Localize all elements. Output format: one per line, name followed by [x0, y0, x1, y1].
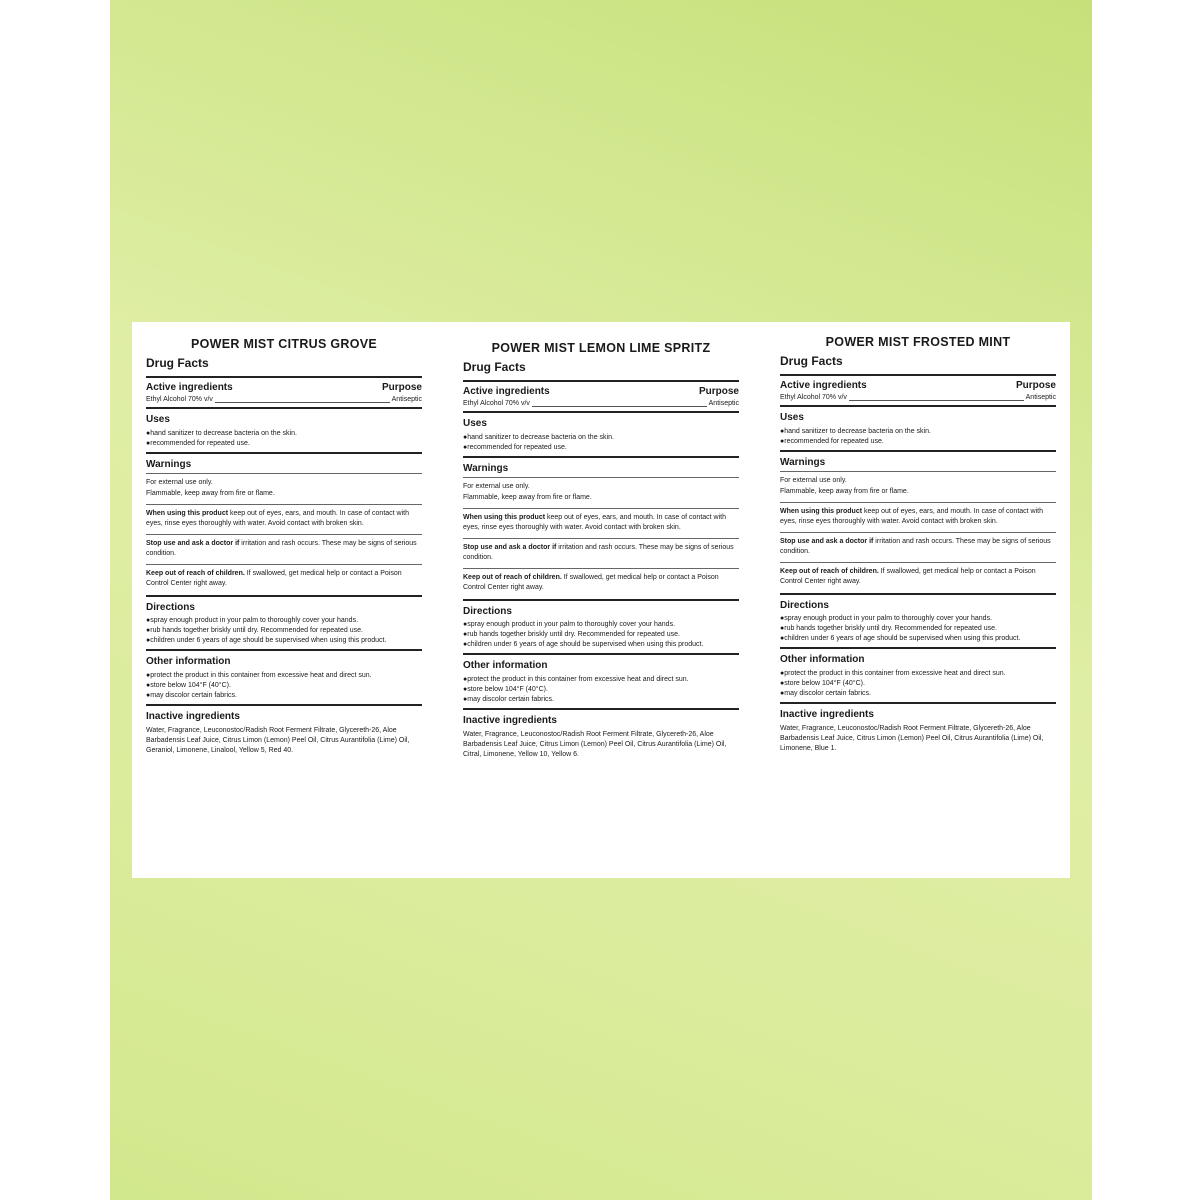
product-title: POWER MIST LEMON LIME SPRITZ [491, 341, 711, 355]
warning-external: For external use only. Flammable, keep away from fire or flame. [780, 477, 909, 495]
other-item: ●store below 104°F (40°C). [463, 686, 548, 694]
bullet-icon: ● [146, 439, 151, 447]
uses-heading: Uses [463, 418, 487, 430]
divider [780, 562, 1056, 563]
directions-item: ●children under 6 years of age should be supervised when using this product. [146, 637, 387, 645]
directions-heading: Directions [146, 601, 195, 613]
leader-line [215, 402, 390, 403]
bullet-icon: ● [463, 686, 468, 694]
bullet-icon: ● [146, 429, 151, 437]
directions-item: ●children under 6 years of age should be supervised when using this product. [463, 641, 704, 649]
warnings-heading: Warnings [463, 462, 509, 474]
warning-external: For external use only. Flammable, keep away from fire or flame. [146, 479, 275, 497]
other-item: ●store below 104°F (40°C). [146, 682, 231, 690]
divider [780, 532, 1056, 533]
other-item: ●protect the product in this container from excessive heat and direct sun. [146, 671, 372, 679]
divider [780, 502, 1056, 503]
product-title: POWER MIST CITRUS GROVE [190, 337, 378, 351]
active-ingredient: Ethyl Alcohol 70% v/v [463, 400, 530, 408]
inactive-ingredients-text: Water, Fragrance, Leuconostoc/Radish Root Ferment Filtrate, Glycereth-26, Aloe Barbadensis Leaf Juice, Citrus Limon (Lemon) Peel Oil, Citrus Aurantifolia (Lime) Oil, Limonene, Blue 1. [780, 724, 1044, 753]
uses-item: ●recommended for repeated use. [780, 437, 884, 445]
uses-item: ●hand sanitizer to decrease bacteria on the skin. [463, 433, 614, 441]
divider [463, 538, 739, 539]
directions-item: ●spray enough product in your palm to thoroughly cover your hands. [780, 615, 993, 623]
bullet-icon: ● [780, 427, 785, 435]
directions-heading: Directions [780, 599, 829, 611]
warnings-heading: Warnings [780, 456, 826, 468]
active-ingredient-row [780, 393, 1056, 405]
active-ingredients-header [780, 376, 1056, 394]
bullet-icon: ● [146, 671, 151, 679]
directions-item: ●spray enough product in your palm to thoroughly cover your hands. [146, 617, 359, 625]
purpose-heading: Purpose [381, 381, 422, 393]
bullet-icon: ● [146, 692, 151, 700]
other-item: ●may discolor certain fabrics. [463, 696, 554, 704]
bullet-icon: ● [463, 443, 468, 451]
label-citrus-grove [146, 330, 422, 878]
drug-facts-panel [132, 322, 1070, 878]
warning-keep-out: Keep out of reach of children. If swallowed, get medical help or contact a Poison Control Center right away. [780, 568, 1036, 586]
directions-item: ●spray enough product in your palm to thoroughly cover your hands. [463, 621, 676, 629]
active-ingredients-heading: Active ingredients [780, 379, 867, 391]
warning-external: For external use only. Flammable, keep away from fire or flame. [463, 483, 592, 501]
uses-item: ●hand sanitizer to decrease bacteria on the skin. [780, 427, 931, 435]
bullet-icon: ● [146, 637, 151, 645]
purpose-value: Antiseptic [708, 400, 739, 408]
other-information-heading: Other information [146, 656, 231, 668]
bullet-icon: ● [780, 669, 785, 677]
warning-stop-use: Stop use and ask a doctor if irritation and rash occurs. These may be signs of serious condition. [463, 544, 734, 562]
bullet-icon: ● [780, 625, 785, 633]
bullet-icon: ● [780, 680, 785, 688]
active-ingredients-heading: Active ingredients [146, 381, 233, 393]
bullet-icon: ● [146, 627, 151, 635]
leader-line [532, 406, 707, 407]
other-information-heading: Other information [463, 660, 548, 672]
product-title: POWER MIST FROSTED MINT [825, 335, 1011, 349]
directions-item: ●rub hands together briskly until dry. Recommended for repeated use. [146, 627, 363, 635]
divider [463, 568, 739, 569]
other-item: ●protect the product in this container from excessive heat and direct sun. [463, 675, 689, 683]
active-ingredients-header [146, 378, 422, 396]
warning-keep-out: Keep out of reach of children. If swallowed, get medical help or contact a Poison Control Center right away. [146, 570, 402, 588]
warning-when-using: When using this product keep out of eyes, ears, and mouth. In case of contact with eyes, rinse eyes thoroughly with water. Avoid contact with broken skin. [780, 507, 1043, 525]
uses-heading: Uses [146, 414, 170, 426]
bullet-icon: ● [463, 621, 468, 629]
divider [146, 504, 422, 505]
label-lemon-lime-spritz [463, 334, 739, 878]
inactive-ingredients-heading: Inactive ingredients [146, 711, 240, 723]
active-ingredient-row [146, 395, 422, 407]
warning-keep-out: Keep out of reach of children. If swallowed, get medical help or contact a Poison Control Center right away. [463, 574, 719, 592]
bullet-icon: ● [463, 675, 468, 683]
drug-facts-heading: Drug Facts [146, 356, 209, 371]
warning-when-using: When using this product keep out of eyes, ears, and mouth. In case of contact with eyes, rinse eyes thoroughly with water. Avoid contact with broken skin. [463, 513, 726, 531]
inactive-ingredients-heading: Inactive ingredients [780, 709, 874, 721]
inactive-ingredients-heading: Inactive ingredients [463, 715, 557, 727]
other-item: ●protect the product in this container from excessive heat and direct sun. [780, 669, 1006, 677]
active-ingredient: Ethyl Alcohol 70% v/v [146, 396, 213, 404]
active-ingredient: Ethyl Alcohol 70% v/v [780, 394, 847, 402]
other-item: ●may discolor certain fabrics. [780, 690, 871, 698]
bullet-icon: ● [780, 615, 785, 623]
uses-heading: Uses [780, 412, 804, 424]
label-frosted-mint [780, 328, 1056, 878]
drug-facts-heading: Drug Facts [780, 354, 843, 369]
bullet-icon: ● [463, 696, 468, 704]
directions-heading: Directions [463, 605, 512, 617]
inactive-ingredients-text: Water, Fragrance, Leuconostoc/Radish Root Ferment Filtrate, Glycereth-26, Aloe Barbadensis Leaf Juice, Citrus Limon (Lemon) Peel Oil, Citrus Aurantifolia (Lime) Oil, Citral, Limonene, Yellow 10, Yellow 6. [463, 730, 727, 759]
divider [146, 473, 422, 474]
uses-item: ●hand sanitizer to decrease bacteria on the skin. [146, 429, 297, 437]
other-item: ●store below 104°F (40°C). [780, 680, 865, 688]
warning-stop-use: Stop use and ask a doctor if irritation and rash occurs. These may be signs of serious condition. [780, 538, 1051, 556]
purpose-heading: Purpose [1015, 379, 1056, 391]
warning-when-using: When using this product keep out of eyes, ears, and mouth. In case of contact with eyes, rinse eyes thoroughly with water. Avoid contact with broken skin. [146, 509, 409, 527]
active-ingredients-header [463, 382, 739, 400]
warning-stop-use: Stop use and ask a doctor if irritation and rash occurs. These may be signs of serious condition. [146, 540, 417, 558]
uses-item: ●recommended for repeated use. [146, 439, 250, 447]
bullet-icon: ● [463, 433, 468, 441]
divider [146, 534, 422, 535]
bullet-icon: ● [463, 631, 468, 639]
divider [780, 471, 1056, 472]
other-information-heading: Other information [780, 654, 865, 666]
active-ingredients-heading: Active ingredients [463, 385, 550, 397]
directions-item: ●children under 6 years of age should be supervised when using this product. [780, 635, 1021, 643]
purpose-value: Antiseptic [1025, 394, 1056, 402]
directions-item: ●rub hands together briskly until dry. Recommended for repeated use. [463, 631, 680, 639]
divider [146, 564, 422, 565]
divider [463, 508, 739, 509]
purpose-value: Antiseptic [391, 396, 422, 404]
bullet-icon: ● [780, 437, 785, 445]
active-ingredient-row [463, 399, 739, 411]
bullet-icon: ● [780, 635, 785, 643]
inactive-ingredients-text: Water, Fragrance, Leuconostoc/Radish Root Ferment Filtrate, Glycereth-26, Aloe Barbadensis Leaf Juice, Citrus Limon (Lemon) Peel Oil, Citrus Aurantifolia (Lime) Oil, Geraniol, Limonene, Linalool, Yellow 5, Red 40. [146, 726, 410, 755]
directions-item: ●rub hands together briskly until dry. Recommended for repeated use. [780, 625, 997, 633]
bullet-icon: ● [146, 617, 151, 625]
uses-item: ●recommended for repeated use. [463, 443, 567, 451]
drug-facts-heading: Drug Facts [463, 360, 526, 375]
purpose-heading: Purpose [698, 385, 739, 397]
other-item: ●may discolor certain fabrics. [146, 692, 237, 700]
bullet-icon: ● [780, 690, 785, 698]
bullet-icon: ● [146, 682, 151, 690]
divider [463, 477, 739, 478]
bullet-icon: ● [463, 641, 468, 649]
leader-line [849, 400, 1024, 401]
warnings-heading: Warnings [146, 458, 192, 470]
